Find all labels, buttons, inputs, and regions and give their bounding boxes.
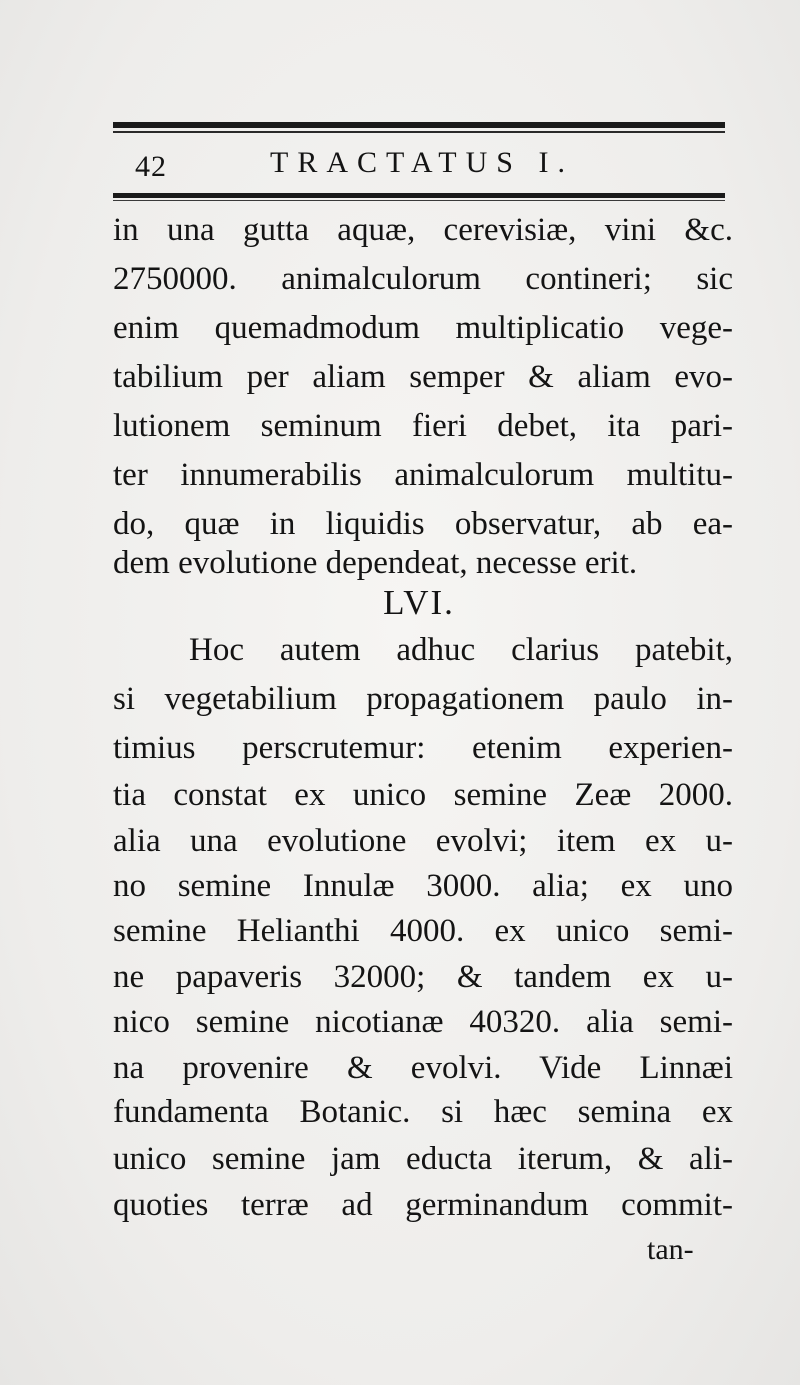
text-line: ter innumerabilis animalculorum multitu-: [113, 457, 733, 493]
text-line: unico semine jam educta iterum, & ali-: [113, 1141, 733, 1177]
running-head: [113, 140, 725, 190]
text-line: si vegetabilium propagationem paulo in-: [113, 681, 733, 717]
top-rule-thin: [113, 131, 725, 133]
text-line: in una gutta aquæ, cerevisiæ, vini &c.: [113, 212, 733, 248]
text-line: do, quæ in liquidis observatur, ab ea-: [113, 506, 733, 542]
running-title: TRACTATUS I.: [270, 146, 574, 179]
text-line: nico semine nicotianæ 40320. alia semi-: [113, 1004, 733, 1040]
text-line: no semine Innulæ 3000. alia; ex uno: [113, 868, 733, 904]
text-line: semine Helianthi 4000. ex unico semi-: [113, 913, 733, 949]
text-line: Hoc autem adhuc clarius patebit,: [189, 632, 733, 668]
text-line: enim quemadmodum multiplicatio vege-: [113, 310, 733, 346]
text-line: 2750000. animalculorum contineri; sic: [113, 261, 733, 297]
text-line: lutionem seminum fieri debet, ita pari-: [113, 408, 733, 444]
text-line: fundamenta Botanic. si hæc semina ex: [113, 1094, 733, 1130]
text-line: tabilium per aliam semper & aliam evo-: [113, 359, 733, 395]
text-line: dem evolutione dependeat, necesse erit.: [113, 545, 638, 581]
text-line: na provenire & evolvi. Vide Linnæi: [113, 1050, 733, 1086]
top-rule: [113, 122, 725, 128]
text-line: tia constat ex unico semine Zeæ 2000.: [113, 777, 733, 813]
header-rule: [113, 193, 725, 198]
text-line: alia una evolutione evolvi; item ex u-: [113, 823, 733, 859]
catchword: tan-: [647, 1233, 694, 1266]
section-heading: LVI.: [383, 583, 455, 622]
header-rule-thin: [113, 200, 725, 201]
text-line: ne papaveris 32000; & tandem ex u-: [113, 959, 733, 995]
page-number: 42: [135, 150, 167, 183]
text-line: quoties terræ ad germinandum commit-: [113, 1187, 733, 1223]
text-line: timius perscrutemur: etenim experien-: [113, 730, 733, 766]
